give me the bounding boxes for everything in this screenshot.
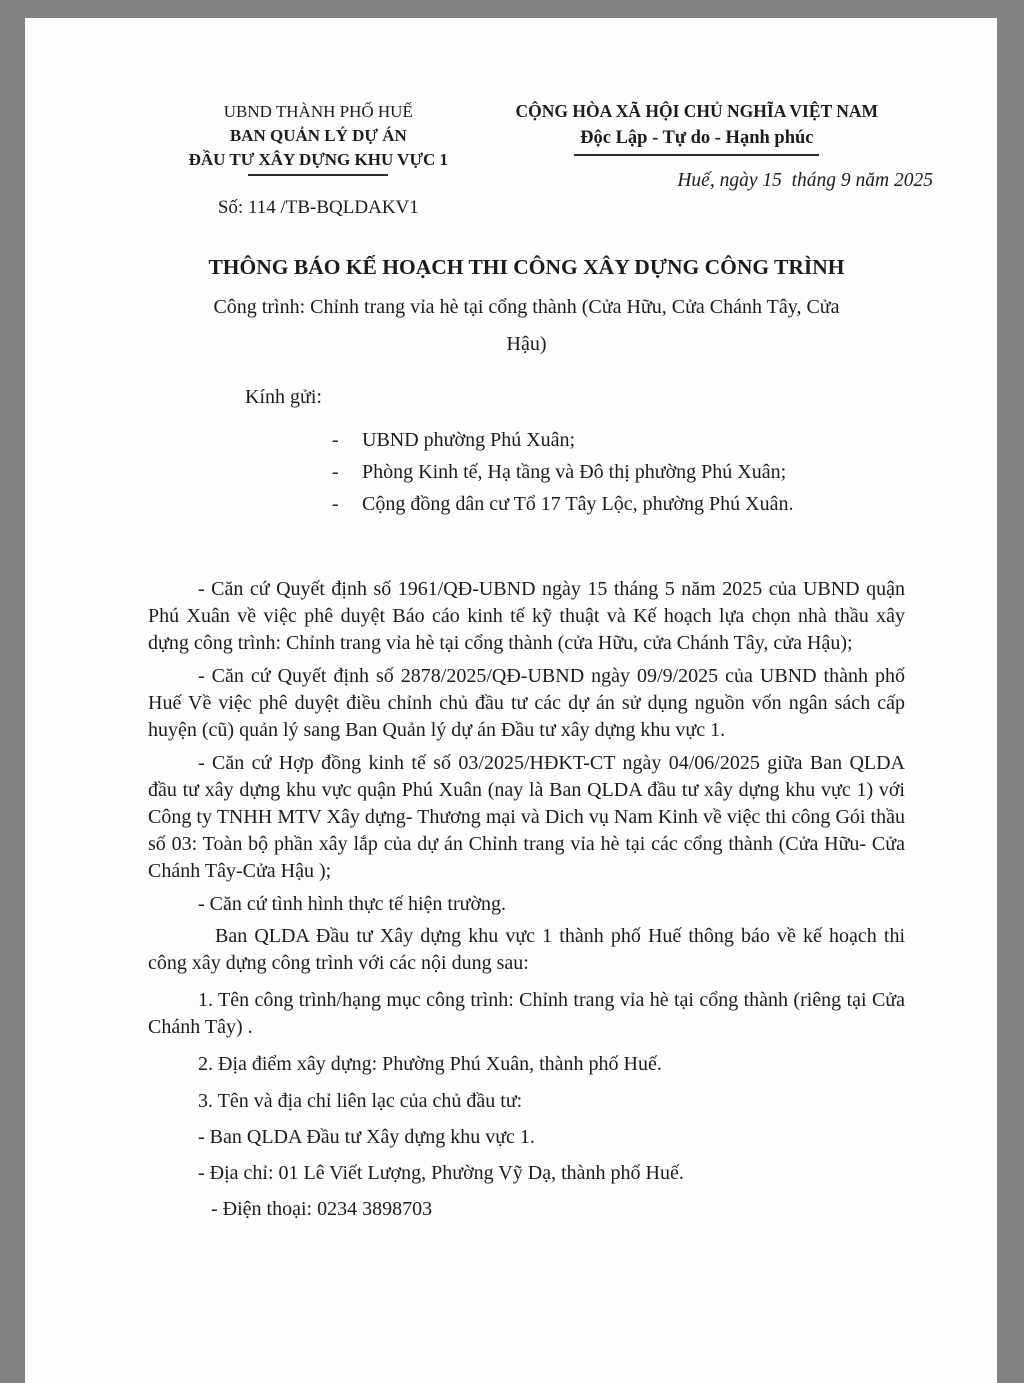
salutation: Kính gửi: [245,386,322,408]
recipient-item [148,424,905,456]
content-item-3: 3. Tên và địa chỉ liên lạc của chủ đầu tư: [198,1090,523,1112]
recipient-text: UBND phường Phú Xuân; [362,429,576,451]
issuer-org-name-line1: BAN QUẢN LÝ DỰ ÁN [229,126,407,145]
legal-basis-paragraph: - Căn cứ Quyết định số 1961/QĐ-UBND ngày 15 tháng 5 năm 2025 của UBND quận Phú Xuân về việc phê duyệt Báo cáo kinh tế kỹ thuật và Kế hoạch lựa chọn nhà thầu xây dựng công trình: Chỉnh trang vỉa hè tại cổng thành (cửa Hữu, cửa Chánh Tây, cửa Hậu); [148,578,905,654]
dash-bullet: - [332,461,339,483]
issuer-block [148,100,489,220]
national-header-block [489,100,933,220]
document-subtitle: Công trình: Chỉnh trang vỉa hè tại cổng thành (Cửa Hữu, Cửa Chánh Tây, Cửa Hậu) [213,296,840,355]
legal-basis-paragraph: - Căn cứ Quyết định số 2878/2025/QĐ-UBND ngày 09/9/2025 của UBND thành phố Huế Về việc phê duyệt điều chỉnh chủ đầu tư các dự án sử dụng nguồn vốn ngân sách cấp huyện (cũ) quản lý sang Ban Quản lý dự án Đầu tư xây dựng khu vực 1. [148,665,905,741]
owner-name-line: - Ban QLDA Đầu tư Xây dựng khu vực 1. [198,1126,535,1148]
content-item-2: 2. Địa điểm xây dựng: Phường Phú Xuân, thành phố Huế. [198,1053,662,1075]
owner-phone-line: - Điện thoại: 0234 3898703 [211,1198,433,1220]
dash-bullet: - [332,429,339,451]
legal-basis-paragraph: - Căn cứ Hợp đồng kinh tế số 03/2025/HĐKT-CT ngày 04/06/2025 giữa Ban QLDA đầu tư xây dựng khu vực quận Phú Xuân (nay là Ban QLDA đầu tư xây dựng khu vực 1) với Công ty TNHH MTV Xây dựng- Thương mại và Dich vụ Nam Kinh về việc thi công Gói thầu số 03: Toàn bộ phần xây lắp của dự án Chỉnh trang vỉa hè tại các cổng thành (Cửa Hữu- Cửa Chánh Tây-Cửa Hậu ); [148,752,905,882]
document-page [25,18,997,1383]
legal-basis-paragraph: - Căn cứ tình hình thực tế hiện trường. [198,893,507,915]
recipient-item [148,456,905,488]
recipient-text: Cộng đồng dân cư Tổ 17 Tây Lộc, phường Phú Xuân. [362,493,794,515]
recipient-list [148,424,905,520]
content-item-1: 1. Tên công trình/hạng mục công trình: Chỉnh trang vỉa hè tại cổng thành (riêng tại Cửa Chánh Tây) . [148,989,905,1038]
national-motto-wrap [489,126,905,156]
recipient-item [148,488,905,520]
document-number: Số: 114 /TB-BQLDAKV1 [217,197,419,218]
dash-bullet: - [332,493,339,515]
national-motto: Độc Lập - Tự do - Hạnh phúc [574,126,819,156]
issuer-separator-line [248,174,388,176]
announcement-paragraph: Ban QLDA Đầu tư Xây dựng khu vực 1 thành phố Huế thông báo về kế hoạch thi công xây dựng công trình với các nội dung sau: [148,925,905,974]
document-title: THÔNG BÁO KẾ HOẠCH THI CÔNG XÂY DỰNG CÔNG TRÌNH [208,255,845,279]
document-header [148,100,933,220]
issue-date-line: Huế, ngày 15 tháng 9 năm 2025 [677,170,933,191]
document-body [148,576,905,1223]
national-country-line: CỘNG HÒA XÃ HỘI CHỦ NGHĨA VIỆT NAM [515,101,879,121]
owner-address-line: - Địa chỉ: 01 Lê Viết Lượng, Phường Vỹ Dạ, thành phố Huế. [198,1162,684,1184]
issuer-parent-org: UBND THÀNH PHỐ HUẾ [223,102,413,121]
issuer-org-name-line2: ĐẦU TƯ XÂY DỰNG KHU VỰC 1 [188,150,449,169]
recipient-text: Phòng Kinh tế, Hạ tầng và Đô thị phường Phú Xuân; [362,461,787,483]
